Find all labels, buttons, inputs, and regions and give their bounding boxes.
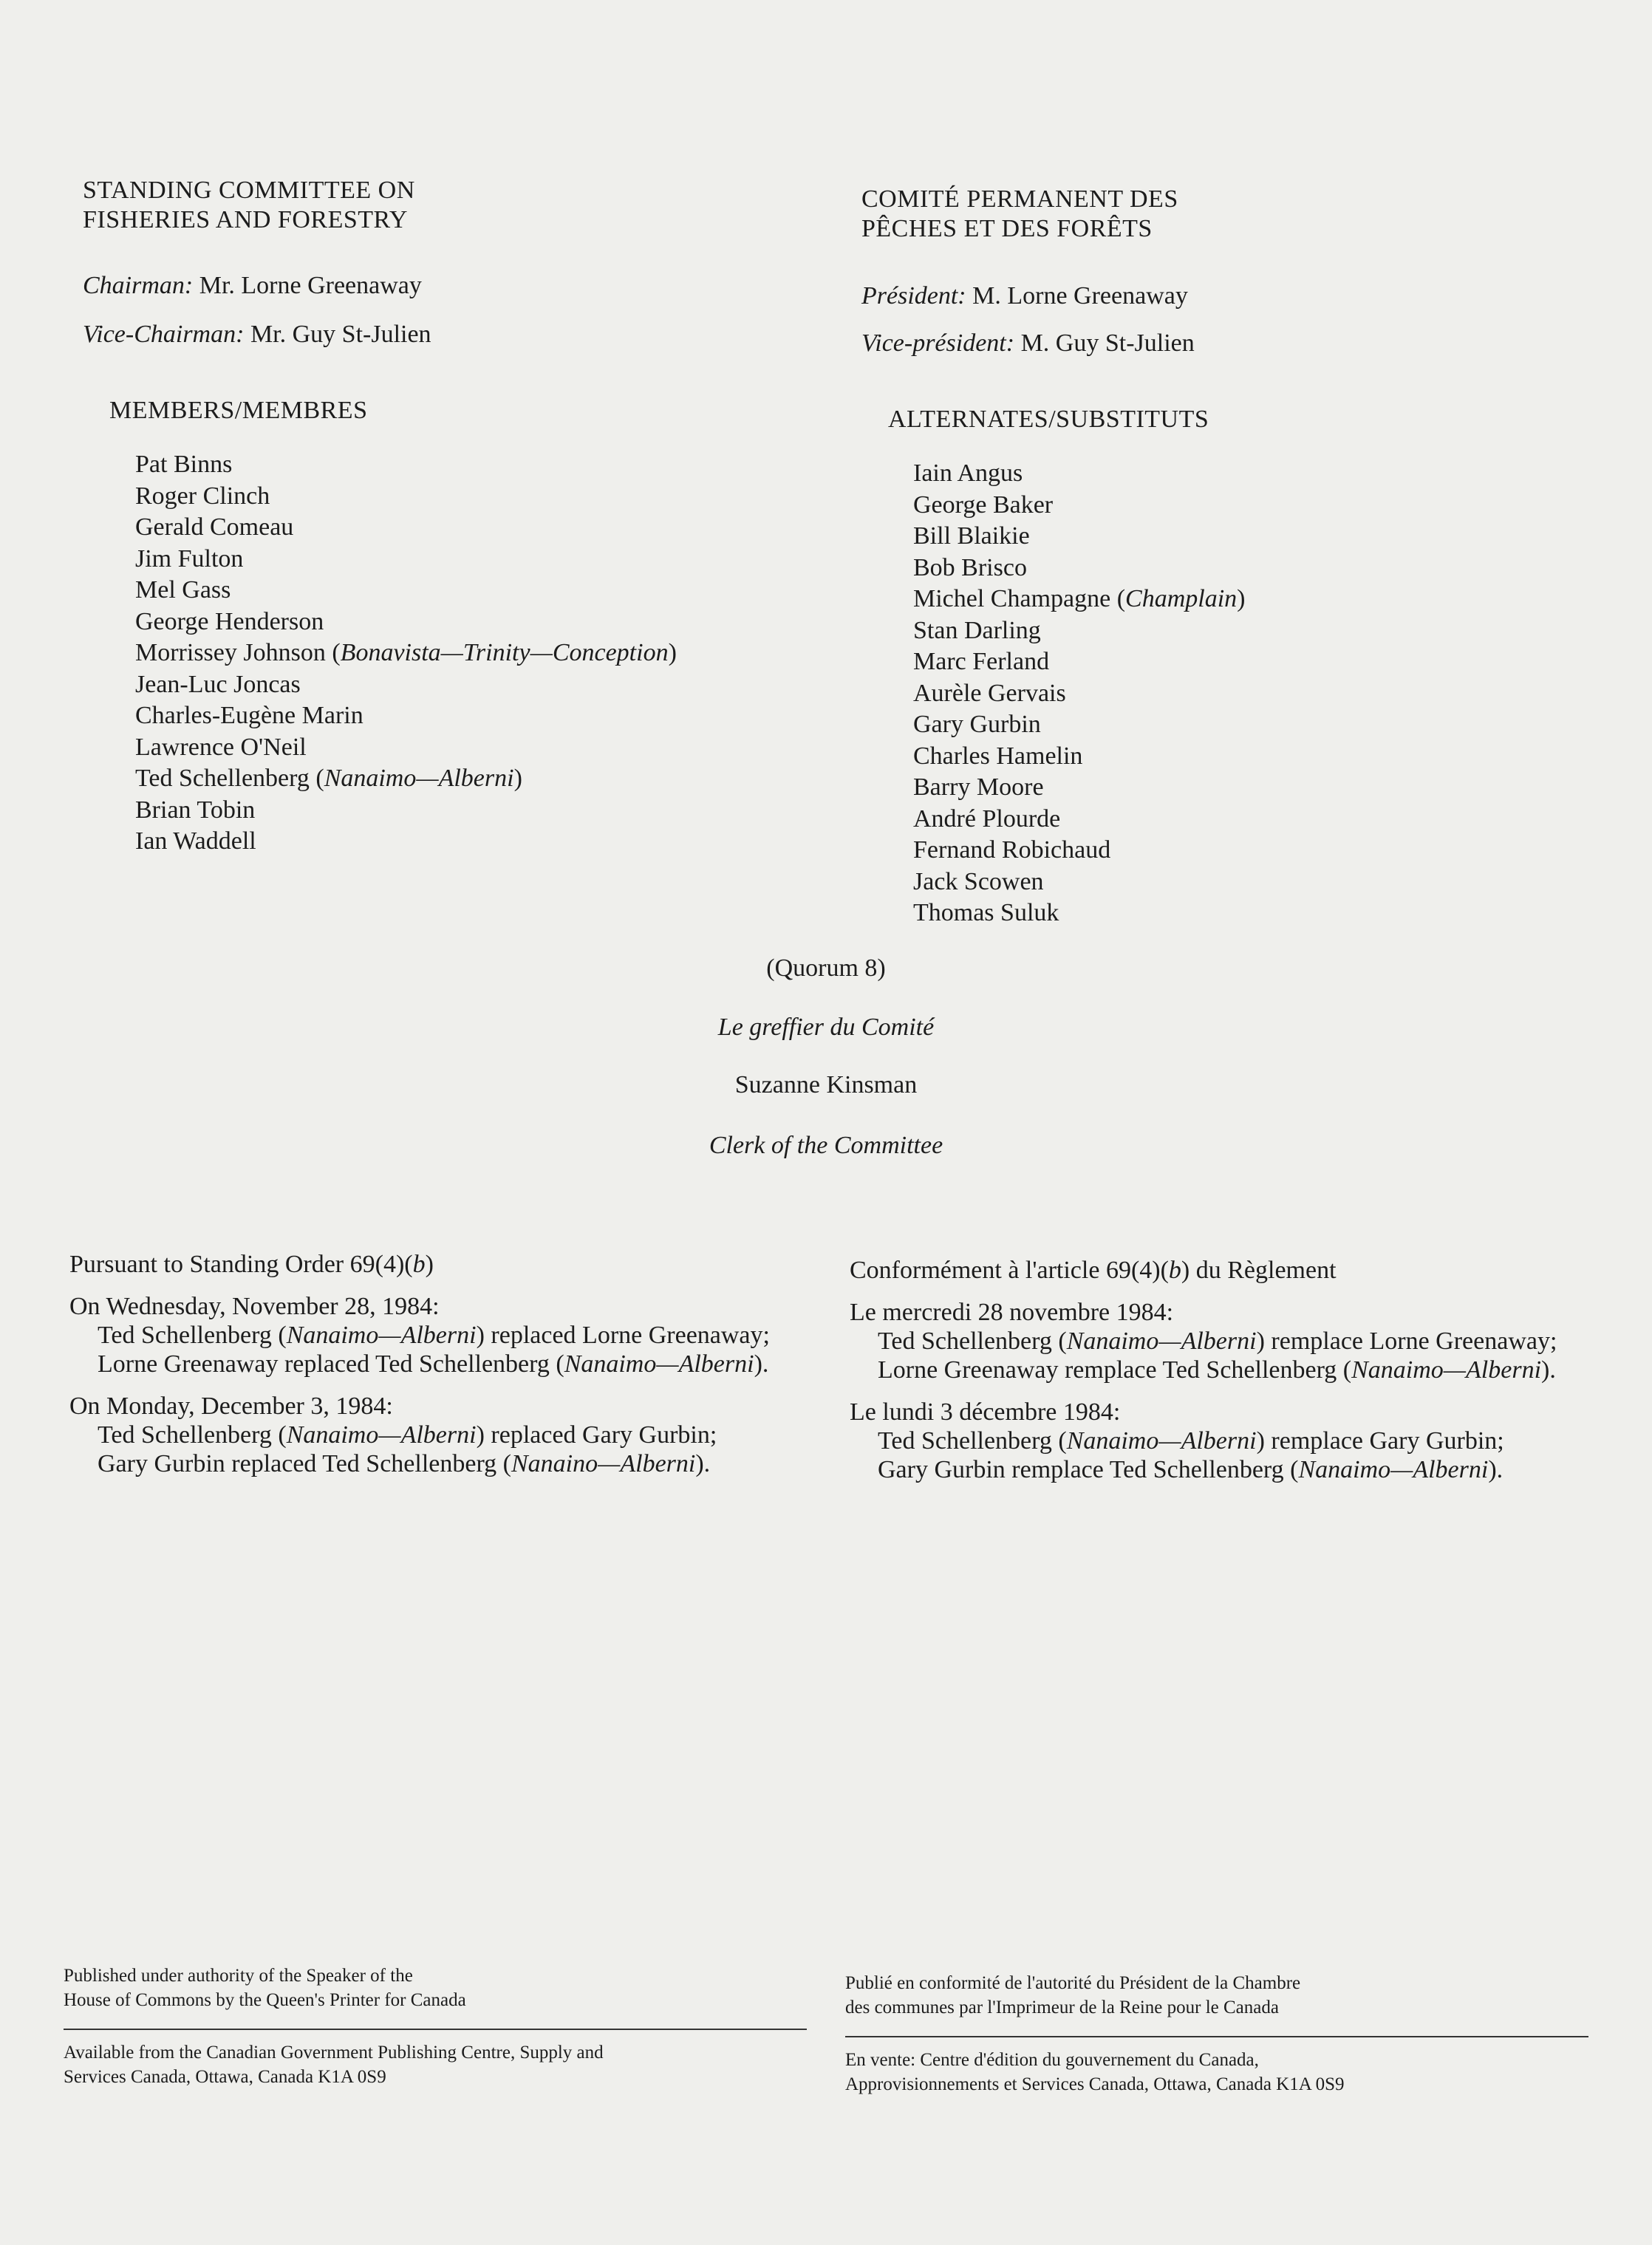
publication-notice-en: Published under authority of the Speaker of the House of Commons by the Queen's Printer for Canada [64,1966,466,2010]
change-entry-en: Gary Gurbin replaced Ted Schellenberg (Nanaino—Alberni). [98,1450,711,1477]
change-entry-en: Lorne Greenaway replaced Ted Schellenberg (Nanaimo—Alberni). [98,1350,769,1378]
greffier-label: Le greffier du Comité [717,1014,935,1041]
member-item: Pat Binns [135,451,233,478]
member-item: Gerald Comeau [135,513,294,541]
president-name: M. Lorne Greenaway [972,282,1188,310]
member-item: Mel Gass [135,576,231,604]
member-item: Jean-Luc Joncas [135,670,301,698]
alternate-item: George Baker [913,491,1054,519]
footer-divider-fr [845,2036,1588,2037]
vice-president-name: M. Guy St-Julien [1020,329,1195,357]
vice-chairman-label: Vice-Chairman: [83,321,245,348]
pursuant-fr: Conformément à l'article 69(4)(b) du Règlement [850,1257,1337,1284]
members-list [135,449,677,858]
alternate-item: Michel Champagne (Champlain) [913,585,1246,612]
committee-title-fr: COMITÉ PERMANENT DES PÊCHES ET DES FORÊTS [861,185,1178,242]
member-item: Charles-Eugène Marin [135,702,363,729]
members-heading: MEMBERS/MEMBRES [109,397,368,424]
member-item: Ted Schellenberg (Nanaimo—Alberni) [135,765,522,792]
president-label: Président: [861,282,966,310]
alternate-item: Barry Moore [913,773,1044,801]
clerk-title: Clerk of the Committee [709,1132,943,1159]
footer-divider-en [64,2029,807,2030]
vice-chairman-line-en [83,319,431,350]
member-item: George Henderson [135,607,324,635]
alternate-item: Charles Hamelin [913,742,1083,770]
chairman-label: Chairman: [83,272,194,299]
alternate-item: Bill Blaikie [913,522,1030,550]
change-entry-en: Ted Schellenberg (Nanaimo—Alberni) replaced Lorne Greenaway; [98,1322,770,1349]
membership-changes-en [69,1250,814,1478]
pursuant-en: Pursuant to Standing Order 69(4)(b) [69,1251,434,1278]
alternate-item: Aurèle Gervais [913,679,1066,707]
member-item: Roger Clinch [135,482,270,510]
availability-notice-en: Available from the Canadian Government Publishing Centre, Supply and Services Canada, Ottawa, Canada K1A 0S9 [64,2043,604,2087]
availability-notice-fr: En vente: Centre d'édition du gouvernement du Canada, Approvisionnements et Services Canada, Ottawa, Canada K1A 0S9 [845,2050,1345,2094]
member-item: Jim Fulton [135,544,244,573]
publication-notice-fr: Publié en conformité de l'autorité du Président de la Chambre des communes par l'Imprimeur de la Reine pour le Canada [845,1973,1301,2017]
change-date-fr: Le mercredi 28 novembre 1984: [850,1299,1174,1326]
alternate-item: Marc Ferland [913,648,1050,675]
alternate-item: Stan Darling [913,616,1041,644]
change-entry-fr: Gary Gurbin remplace Ted Schellenberg (Nanaimo—Alberni). [878,1456,1503,1483]
alternate-item: Jack Scowen [913,867,1044,895]
membership-changes-fr [850,1256,1591,1484]
member-item: Morrissey Johnson (Bonavista—Trinity—Conception) [135,639,677,666]
change-date-fr: Le lundi 3 décembre 1984: [850,1398,1121,1426]
chairman-line-en [83,270,422,301]
change-entry-fr: Lorne Greenaway remplace Ted Schellenberg (Nanaimo—Alberni). [878,1356,1556,1384]
alternates-list [913,458,1245,929]
alternate-item: Iain Angus [913,459,1023,487]
alternates-heading: ALTERNATES/SUBSTITUTS [888,406,1209,433]
chairman-name: Mr. Lorne Greenaway [199,272,422,299]
alternate-item: Bob Brisco [913,553,1027,581]
member-item: Lawrence O'Neil [135,733,307,761]
vice-president-label: Vice-président: [861,329,1015,357]
change-entry-en: Ted Schellenberg (Nanaimo—Alberni) replaced Gary Gurbin; [98,1421,717,1449]
change-date-en: On Wednesday, November 28, 1984: [69,1293,440,1320]
member-item: Brian Tobin [135,796,256,824]
committee-title-en: STANDING COMMITTEE ON FISHERIES AND FORESTRY [83,177,415,233]
president-line-fr [861,281,1188,312]
alternate-item: Gary Gurbin [913,711,1041,738]
alternate-item: André Plourde [913,804,1061,833]
vice-president-line-fr [861,328,1195,359]
alternate-item: Thomas Suluk [913,899,1059,926]
clerk-name: Suzanne Kinsman [734,1071,918,1098]
change-entry-fr: Ted Schellenberg (Nanaimo—Alberni) remplace Lorne Greenaway; [878,1327,1557,1355]
member-item: Ian Waddell [135,827,256,855]
alternate-item: Fernand Robichaud [913,836,1111,864]
change-entry-fr: Ted Schellenberg (Nanaimo—Alberni) remplace Gary Gurbin; [878,1427,1504,1455]
change-date-en: On Monday, December 3, 1984: [69,1393,393,1420]
vice-chairman-name: Mr. Guy St-Julien [250,321,431,348]
quorum: (Quorum 8) [766,954,886,982]
